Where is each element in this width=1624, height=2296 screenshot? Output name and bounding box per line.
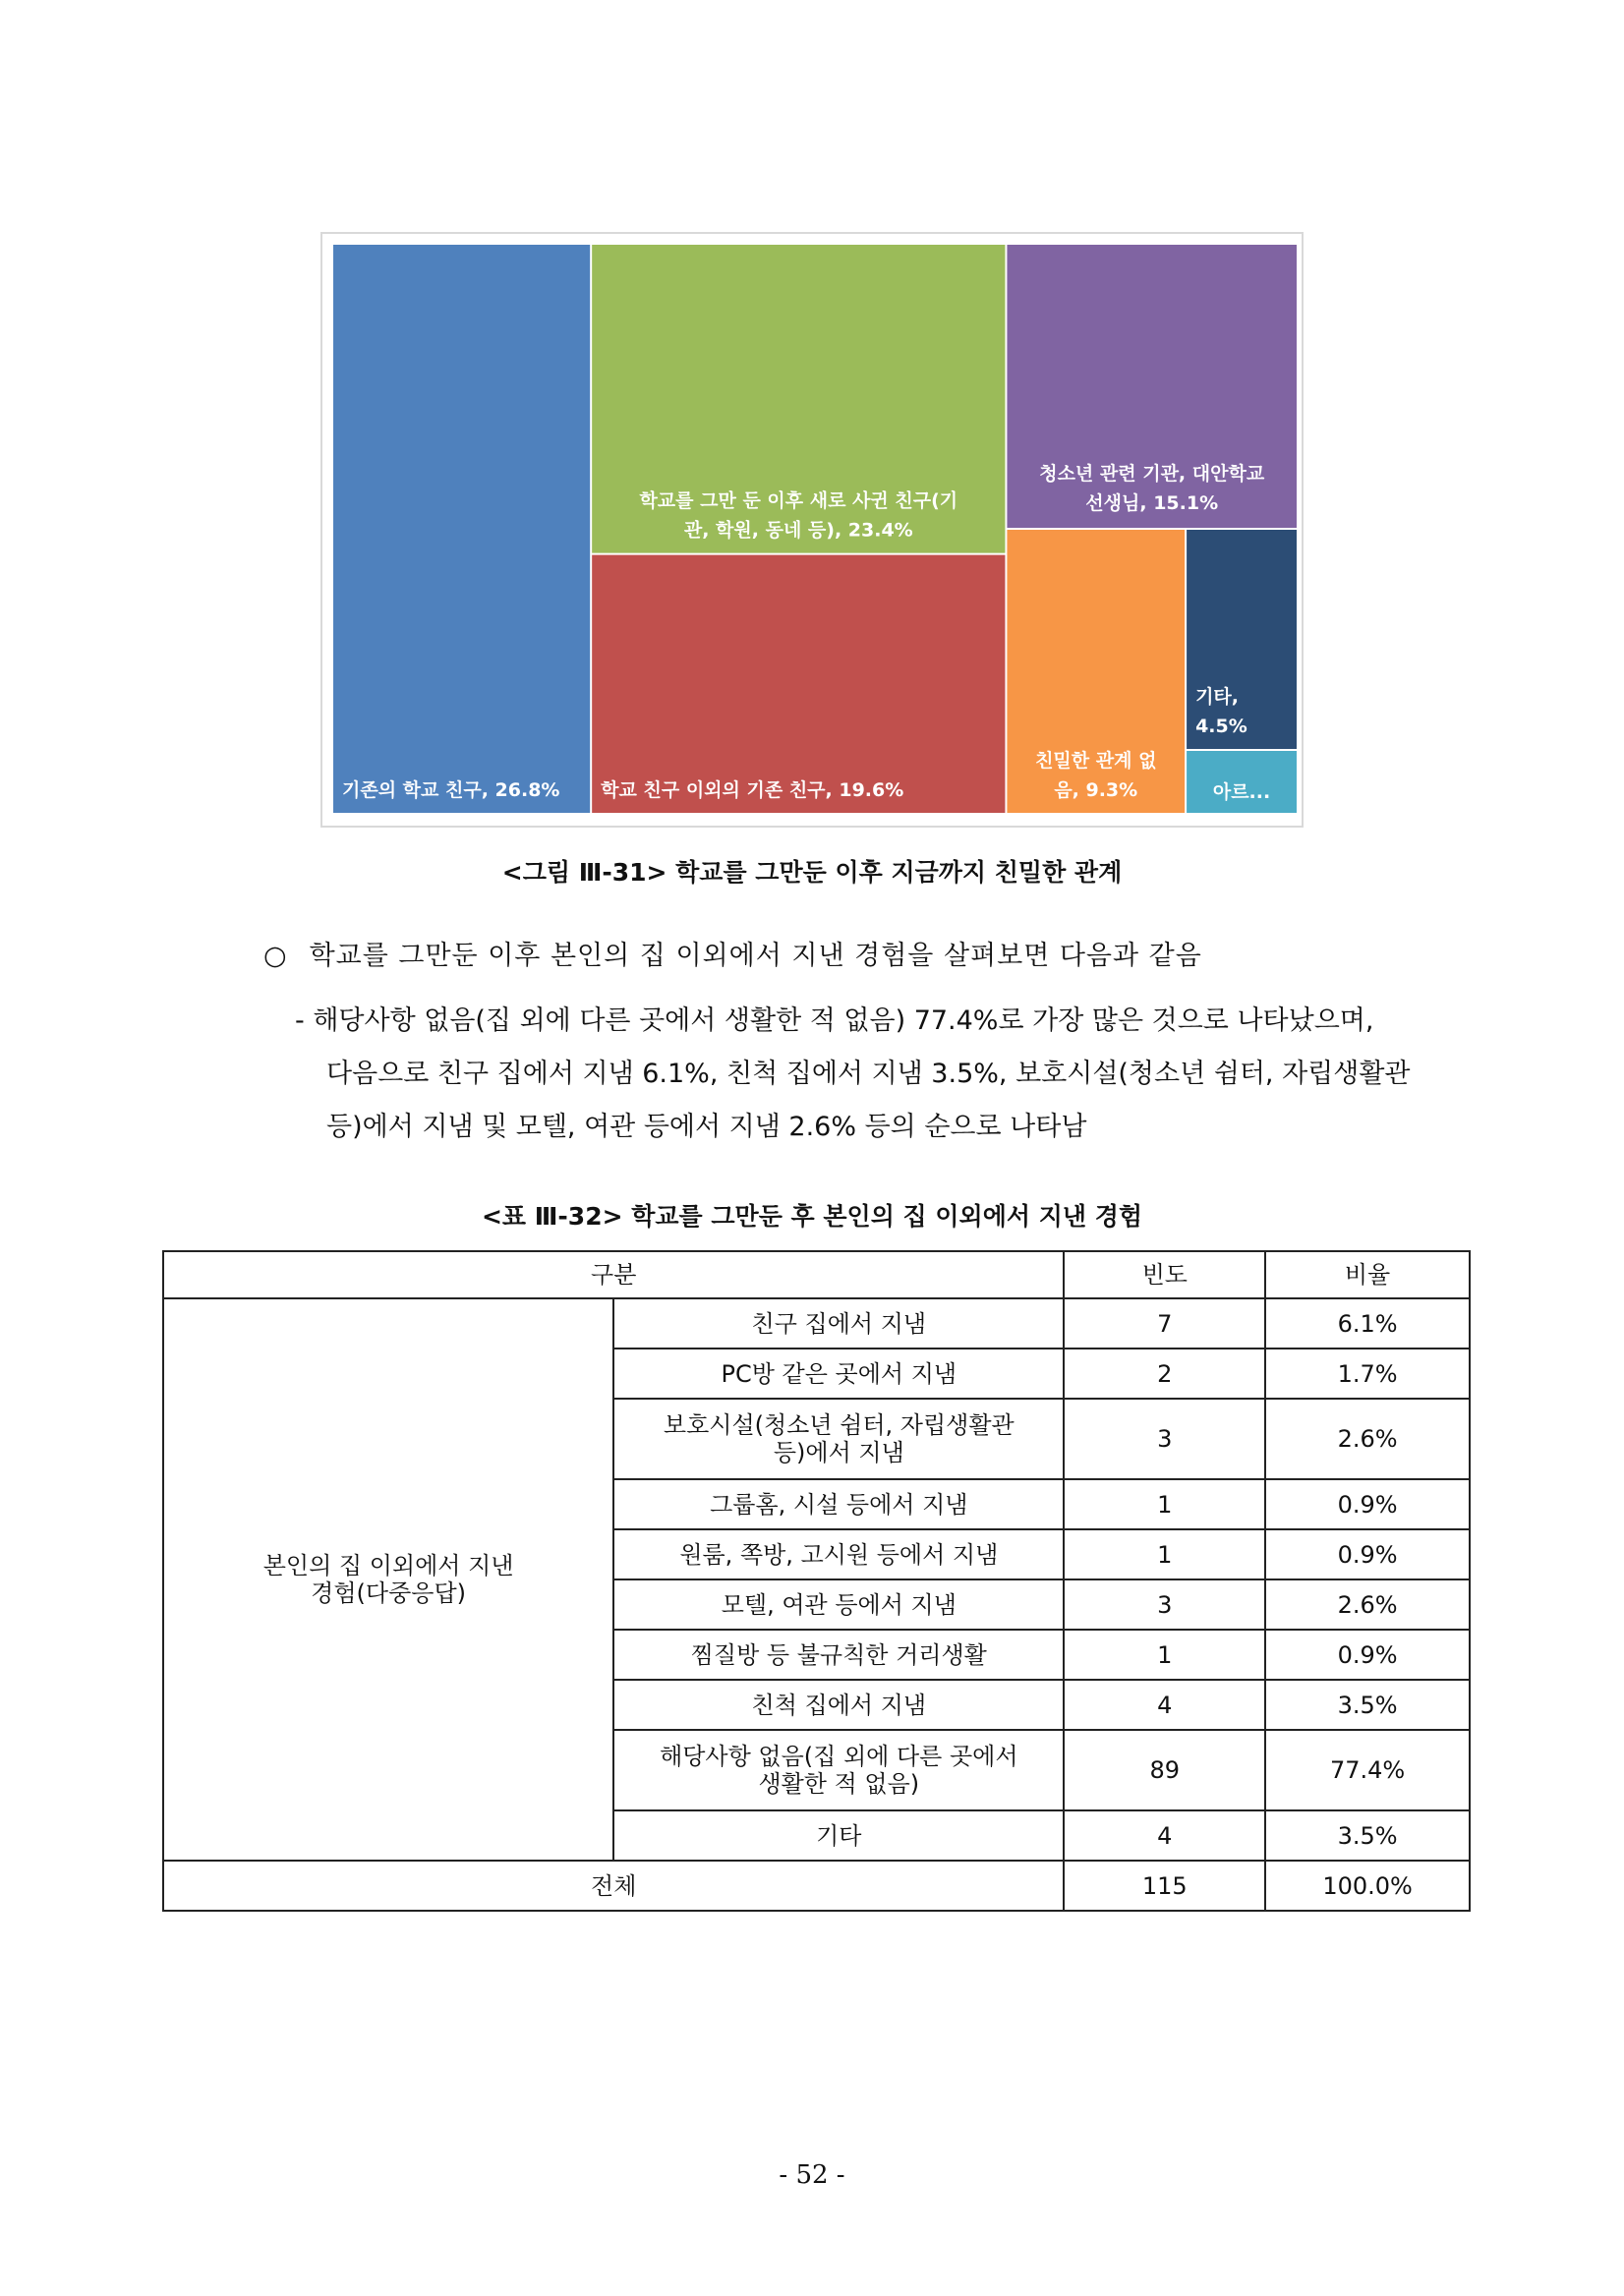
bullet-circle-icon: ○ <box>263 941 288 971</box>
row-label: 친척 집에서 지냄 <box>613 1680 1064 1730</box>
row-label: 그룹홈, 시설 등에서 지냄 <box>613 1479 1064 1529</box>
experience-table <box>162 1250 1471 1912</box>
treemap-label-youth-org: 청소년 관련 기관, 대안학교 선생님, 15.1% <box>1039 463 1265 514</box>
row-frequency: 1 <box>1064 1630 1265 1680</box>
treemap-tile-existing_school <box>333 245 590 813</box>
total-ratio: 100.0% <box>1265 1861 1470 1911</box>
row-label: 원룸, 쪽방, 고시원 등에서 지냄 <box>613 1529 1064 1579</box>
row-frequency: 1 <box>1064 1529 1265 1579</box>
table-row <box>163 1298 1470 1349</box>
row-label: 친구 집에서 지냄 <box>613 1298 1064 1349</box>
row-ratio: 77.4% <box>1265 1730 1470 1810</box>
treemap-label-etc: 기타, 4.5% <box>1195 686 1247 737</box>
row-label: PC방 같은 곳에서 지냄 <box>613 1349 1064 1399</box>
row-frequency: 2 <box>1064 1349 1265 1399</box>
bullet-text: 학교를 그만둔 이후 본인의 집 이외에서 지낸 경험을 살펴보면 다음과 같음 <box>309 941 1202 971</box>
row-ratio: 2.6% <box>1265 1399 1470 1479</box>
total-label: 전체 <box>163 1861 1064 1911</box>
table-header-row <box>163 1251 1470 1298</box>
treemap-label-other-existing: 학교 친구 이외의 기존 친구, 19.6% <box>601 779 904 801</box>
row-frequency: 3 <box>1064 1579 1265 1630</box>
row-frequency: 7 <box>1064 1298 1265 1349</box>
treemap-tile-other_existing <box>592 555 1005 813</box>
row-label: 찜질방 등 불규칙한 거리생활 <box>613 1630 1064 1680</box>
row-label: 보호시설(청소년 쉼터, 자립생활관 등)에서 지냄 <box>613 1399 1064 1479</box>
total-frequency: 115 <box>1064 1861 1265 1911</box>
row-label: 모텔, 여관 등에서 지냄 <box>613 1579 1064 1630</box>
row-ratio: 0.9% <box>1265 1529 1470 1579</box>
treemap-chart <box>320 232 1304 828</box>
treemap-label-no-close: 친밀한 관계 없 음, 9.3% <box>1035 750 1157 801</box>
figure-caption: <그림 Ⅲ-31> 학교를 그만둔 이후 지금까지 친밀한 관계 <box>501 858 1123 887</box>
row-frequency: 3 <box>1064 1399 1265 1479</box>
sub-bullet-line: 다음으로 친구 집에서 지냄 6.1%, 친척 집에서 지냄 3.5%, 보호시설(청소년 쉼터, 자립생활관 <box>326 1059 1411 1089</box>
table-caption: <표 Ⅲ-32> 학교를 그만둔 후 본인의 집 이외에서 지낸 경험 <box>481 1202 1143 1231</box>
page-number: - 52 - <box>779 2160 845 2190</box>
row-frequency: 1 <box>1064 1479 1265 1529</box>
treemap-tile-youth_org <box>1007 245 1297 528</box>
treemap-label-existing-school: 기존의 학교 친구, 26.8% <box>342 779 560 801</box>
treemap-label-new-friends: 학교를 그만 둔 이후 새로 사귄 친구(기 관, 학원, 동네 등), 23.4% <box>639 489 958 542</box>
sub-bullet-line: - 해당사항 없음(집 외에 다른 곳에서 생활한 적 없음) 77.4%로 가장 많은 것으로 나타났으며, <box>295 1005 1374 1036</box>
row-frequency: 4 <box>1064 1680 1265 1730</box>
row-ratio: 1.7% <box>1265 1349 1470 1399</box>
header-ratio: 비율 <box>1265 1251 1470 1298</box>
sub-bullet-paragraph <box>295 995 1475 1154</box>
row-ratio: 6.1% <box>1265 1298 1470 1349</box>
treemap-svg <box>322 234 1302 826</box>
row-frequency: 89 <box>1064 1730 1265 1810</box>
row-ratio: 0.9% <box>1265 1630 1470 1680</box>
row-ratio: 3.5% <box>1265 1680 1470 1730</box>
sub-bullet-line: 등)에서 지냄 및 모텔, 여관 등에서 지냄 2.6% 등의 순으로 나타남 <box>326 1112 1087 1142</box>
row-label: 해당사항 없음(집 외에 다른 곳에서 생활한 적 없음) <box>613 1730 1064 1810</box>
row-ratio: 3.5% <box>1265 1810 1470 1861</box>
header-frequency: 빈도 <box>1064 1251 1265 1298</box>
group-label: 본인의 집 이외에서 지낸 경험(다중응답) <box>163 1298 613 1861</box>
row-ratio: 2.6% <box>1265 1579 1470 1630</box>
table-total-row <box>163 1861 1470 1911</box>
header-category: 구분 <box>163 1251 1064 1298</box>
bullet-paragraph <box>263 934 1202 972</box>
treemap-label-unknown: 아르... <box>1212 781 1271 803</box>
row-label: 기타 <box>613 1810 1064 1861</box>
row-ratio: 0.9% <box>1265 1479 1470 1529</box>
row-frequency: 4 <box>1064 1810 1265 1861</box>
